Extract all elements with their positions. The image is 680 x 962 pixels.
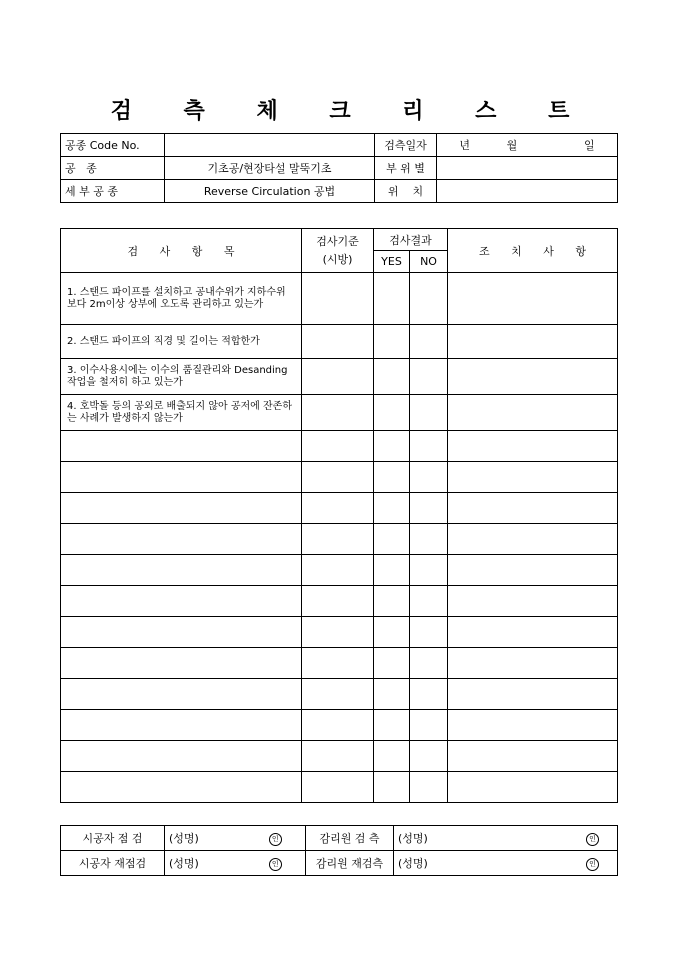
standard-cell[interactable] (302, 710, 374, 741)
seal-icon: 인 (586, 833, 599, 846)
signature-row-inspect (61, 826, 618, 851)
yes-cell[interactable] (374, 462, 410, 493)
col-item-header: 검 사 항 목 (61, 229, 302, 273)
no-cell[interactable] (410, 741, 448, 772)
header-row-code (61, 134, 618, 157)
supervisor-inspect-seal (464, 826, 618, 851)
signature-row-reinspect (61, 851, 618, 876)
empty-row (61, 524, 618, 555)
detail-type-value: Reverse Circulation 공법 (165, 180, 375, 203)
contractor-inspect-seal (246, 826, 306, 851)
col-standard-line1: 검사기준 (316, 234, 359, 248)
empty-row (61, 679, 618, 710)
standard-cell[interactable] (302, 741, 374, 772)
empty-row (61, 648, 618, 679)
standard-cell[interactable] (302, 395, 374, 431)
item-cell[interactable] (61, 772, 302, 803)
standard-cell[interactable] (302, 325, 374, 359)
contractor-inspect-label: 시공자 점 검 (61, 826, 165, 851)
item-cell[interactable] (61, 555, 302, 586)
standard-cell[interactable] (302, 359, 374, 395)
no-cell[interactable] (410, 462, 448, 493)
yes-cell[interactable] (374, 524, 410, 555)
part-label: 부 위 별 (375, 157, 437, 180)
code-value[interactable] (165, 134, 375, 157)
contractor-inspect-name[interactable]: (성명) (165, 826, 246, 851)
standard-cell[interactable] (302, 648, 374, 679)
standard-cell[interactable] (302, 493, 374, 524)
yes-cell[interactable] (374, 273, 410, 325)
supervisor-inspect-label: 감리원 검 측 (306, 826, 394, 851)
supervisor-reinspect-name[interactable]: (성명) (394, 851, 464, 876)
date-value[interactable] (437, 134, 618, 157)
supervisor-reinspect-label: 감리원 재검측 (306, 851, 394, 876)
action-cell[interactable] (448, 710, 618, 741)
item-cell[interactable] (61, 741, 302, 772)
check-item-1: 1. 스탠드 파이프를 설치하고 공내수위가 지하수위보다 2m이상 상부에 오도록 관리하고 있는가 (61, 273, 302, 325)
no-cell[interactable] (410, 273, 448, 325)
col-no-header: NO (410, 251, 448, 273)
item-cell[interactable] (61, 679, 302, 710)
col-result-header: 검사결과 (374, 229, 448, 251)
date-day: 일 (584, 139, 595, 152)
no-cell[interactable] (410, 524, 448, 555)
standard-cell[interactable] (302, 555, 374, 586)
empty-row (61, 772, 618, 803)
empty-row (61, 617, 618, 648)
empty-row (61, 462, 618, 493)
item-cell[interactable] (61, 431, 302, 462)
yes-cell[interactable] (374, 586, 410, 617)
work-type-label: 공 종 (61, 157, 165, 180)
location-value[interactable] (437, 180, 618, 203)
yes-cell[interactable] (374, 648, 410, 679)
location-label: 위 치 (375, 180, 437, 203)
table-row (61, 395, 618, 431)
action-cell[interactable] (448, 524, 618, 555)
action-cell[interactable] (448, 395, 618, 431)
header-table (60, 133, 618, 203)
part-value[interactable] (437, 157, 618, 180)
no-cell[interactable] (410, 772, 448, 803)
contractor-reinspect-seal (246, 851, 306, 876)
no-cell[interactable] (410, 648, 448, 679)
standard-cell[interactable] (302, 524, 374, 555)
col-action-header: 조 치 사 항 (448, 229, 618, 273)
action-cell[interactable] (448, 741, 618, 772)
checklist-table (60, 228, 618, 803)
empty-row (61, 493, 618, 524)
supervisor-inspect-name[interactable]: (성명) (394, 826, 464, 851)
action-cell[interactable] (448, 431, 618, 462)
item-cell[interactable] (61, 524, 302, 555)
col-yes-header: YES (374, 251, 410, 273)
no-cell[interactable] (410, 617, 448, 648)
empty-row (61, 555, 618, 586)
signature-table (60, 825, 618, 876)
date-month: 월 (506, 139, 518, 152)
header-row-work (61, 157, 618, 180)
check-item-3: 3. 이수사용시에는 이수의 품질관리와 Desanding 작업을 철저히 하고 있는가 (61, 359, 302, 395)
no-cell[interactable] (410, 493, 448, 524)
supervisor-reinspect-seal (464, 851, 618, 876)
no-cell[interactable] (410, 586, 448, 617)
yes-cell[interactable] (374, 395, 410, 431)
standard-cell[interactable] (302, 273, 374, 325)
item-cell[interactable] (61, 586, 302, 617)
yes-cell[interactable] (374, 679, 410, 710)
col-standard-line2: (시방) (322, 252, 353, 266)
detail-type-label: 세 부 공 종 (61, 180, 165, 203)
yes-cell[interactable] (374, 325, 410, 359)
yes-cell[interactable] (374, 431, 410, 462)
contractor-reinspect-name[interactable]: (성명) (165, 851, 246, 876)
standard-cell[interactable] (302, 617, 374, 648)
empty-row (61, 710, 618, 741)
no-cell[interactable] (410, 555, 448, 586)
action-cell[interactable] (448, 679, 618, 710)
standard-cell[interactable] (302, 772, 374, 803)
action-cell[interactable] (448, 359, 618, 395)
no-cell[interactable] (410, 679, 448, 710)
action-cell[interactable] (448, 493, 618, 524)
standard-cell[interactable] (302, 679, 374, 710)
date-year: 년 (459, 139, 470, 152)
date-label: 검측일자 (375, 134, 437, 157)
code-label: 공종 Code No. (61, 134, 165, 157)
table-row (61, 359, 618, 395)
col-standard-header (302, 229, 374, 273)
seal-icon: 인 (269, 858, 282, 871)
empty-row (61, 431, 618, 462)
no-cell[interactable] (410, 325, 448, 359)
contractor-reinspect-label: 시공자 재점검 (61, 851, 165, 876)
seal-icon: 인 (586, 858, 599, 871)
table-row (61, 273, 618, 325)
item-cell[interactable] (61, 617, 302, 648)
yes-cell[interactable] (374, 617, 410, 648)
item-cell[interactable] (61, 710, 302, 741)
action-cell[interactable] (448, 617, 618, 648)
yes-cell[interactable] (374, 359, 410, 395)
header-row-detail (61, 180, 618, 203)
standard-cell[interactable] (302, 462, 374, 493)
item-cell[interactable] (61, 462, 302, 493)
empty-row (61, 741, 618, 772)
seal-icon: 인 (269, 833, 282, 846)
no-cell[interactable] (410, 431, 448, 462)
item-cell[interactable] (61, 648, 302, 679)
action-cell[interactable] (448, 325, 618, 359)
no-cell[interactable] (410, 710, 448, 741)
work-type-value: 기초공/현장타설 말뚝기초 (165, 157, 375, 180)
check-item-4: 4. 호박돌 등의 공외로 배출되지 않아 공저에 잔존하는 사례가 발생하지 않는가 (61, 395, 302, 431)
action-cell[interactable] (448, 586, 618, 617)
no-cell[interactable] (410, 359, 448, 395)
action-cell[interactable] (448, 772, 618, 803)
yes-cell[interactable] (374, 741, 410, 772)
no-cell[interactable] (410, 395, 448, 431)
checklist-header-row (61, 229, 618, 251)
action-cell[interactable] (448, 462, 618, 493)
table-row (61, 325, 618, 359)
empty-row (61, 586, 618, 617)
page-title: 검 측 체 크 리 스 트 (110, 98, 592, 124)
check-item-2: 2. 스탠드 파이프의 직경 및 길이는 적합한가 (61, 325, 302, 359)
standard-cell[interactable] (302, 431, 374, 462)
action-cell[interactable] (448, 555, 618, 586)
yes-cell[interactable] (374, 555, 410, 586)
yes-cell[interactable] (374, 772, 410, 803)
yes-cell[interactable] (374, 710, 410, 741)
item-cell[interactable] (61, 493, 302, 524)
action-cell[interactable] (448, 273, 618, 325)
action-cell[interactable] (448, 648, 618, 679)
standard-cell[interactable] (302, 586, 374, 617)
yes-cell[interactable] (374, 493, 410, 524)
